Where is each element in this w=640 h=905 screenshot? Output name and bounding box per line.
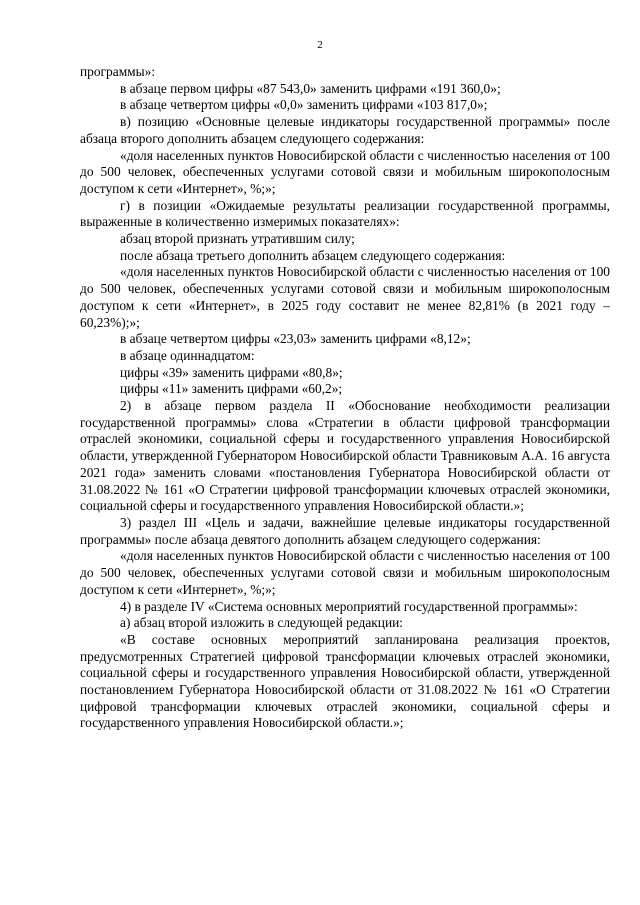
- paragraph: в абзаце четвертом цифры «23,03» заменить цифрами «8,12»;: [120, 331, 471, 347]
- paragraph: 3) раздел III «Цель и задачи, важнейшие целевые индикаторы государственной программы» после абзаца девятого дополнить абзацем следующего содержания:: [80, 514, 610, 547]
- paragraph: цифры «11» заменить цифрами «60,2»;: [120, 381, 343, 397]
- paragraph: в абзаце первом цифры «87 543,0» заменить цифрами «191 360,0»;: [120, 80, 501, 96]
- paragraph: абзац второй признать утратившим силу;: [120, 231, 355, 247]
- paragraph: «В составе основных мероприятий запланирована реализация проектов, предусмотренных Стратегией цифровой трансформации ключевых отраслей экономики, социальной сферы и государственного управления Новосибирской области, утвержденной постановлением Губернатора Новосибирской области от 31.08.2022 № 161 «О Стратегии цифровой трансформации ключевых отраслей экономики, социальной сферы и государственного управления Новосибирской области.»;: [80, 631, 610, 731]
- paragraph: «доля населенных пунктов Новосибирской области с численностью населения от 100 до 500 человек, обеспеченных услугами сотовой связи и мобильным широкополосным доступом к сети «Интернет», %;»;: [80, 548, 610, 597]
- paragraph: г) в позиции «Ожидаемые результаты реализации государственной программы, выраженные в количественно измеримых показателях»:: [80, 197, 610, 230]
- paragraph: а) абзац второй изложить в следующей редакции:: [120, 615, 404, 631]
- paragraph: в абзаце одиннадцатом:: [120, 347, 255, 363]
- paragraph: «доля населенных пунктов Новосибирской области с численностью населения от 100 до 500 человек, обеспеченных услугами сотовой связи и мобильным широкополосным доступом к сети «Интернет», %;»;: [80, 147, 610, 196]
- paragraph: 4) в разделе IV «Система основных мероприятий государственной программы»:: [120, 598, 578, 614]
- paragraph: в) позицию «Основные целевые индикаторы государственной программы» после абзаца второго дополнить абзацем следующего содержания:: [80, 114, 610, 146]
- paragraph: 2) в абзаце первом раздела II «Обоснование необходимости реализации государственной программы» слова «Стратегии в области цифровой трансформации отраслей экономики, социальной сферы и государственного управления Новосибирской области, утвержденной Губернатором Новосибирской области Травниковым А.А. 16 августа 2021 года» заменить словами «постановления Губернатора Новосибирской области от 31.08.2022 № 161 «О Стратегии цифровой трансформации ключевых отраслей экономики, социальной сферы и государственного управления Новосибирской области.»;: [80, 398, 610, 514]
- paragraph: после абзаца третьего дополнить абзацем следующего содержания:: [120, 247, 506, 263]
- paragraph: в абзаце четвертом цифры «0,0» заменить цифрами «103 817,0»;: [120, 97, 488, 113]
- paragraph: программы»:: [80, 64, 156, 79]
- paragraph: цифры «39» заменить цифрами «80,8»;: [120, 364, 343, 380]
- document-body: [80, 64, 610, 732]
- paragraph: «доля населенных пунктов Новосибирской области с численностью населения от 100 до 500 человек, обеспеченных услугами сотовой связи и мобильным широкополосным доступом к сети «Интернет», в 2025 году составит не менее 82,81% (в 2021 году – 60,23%);»;: [80, 264, 610, 330]
- page-number: 2: [317, 39, 323, 51]
